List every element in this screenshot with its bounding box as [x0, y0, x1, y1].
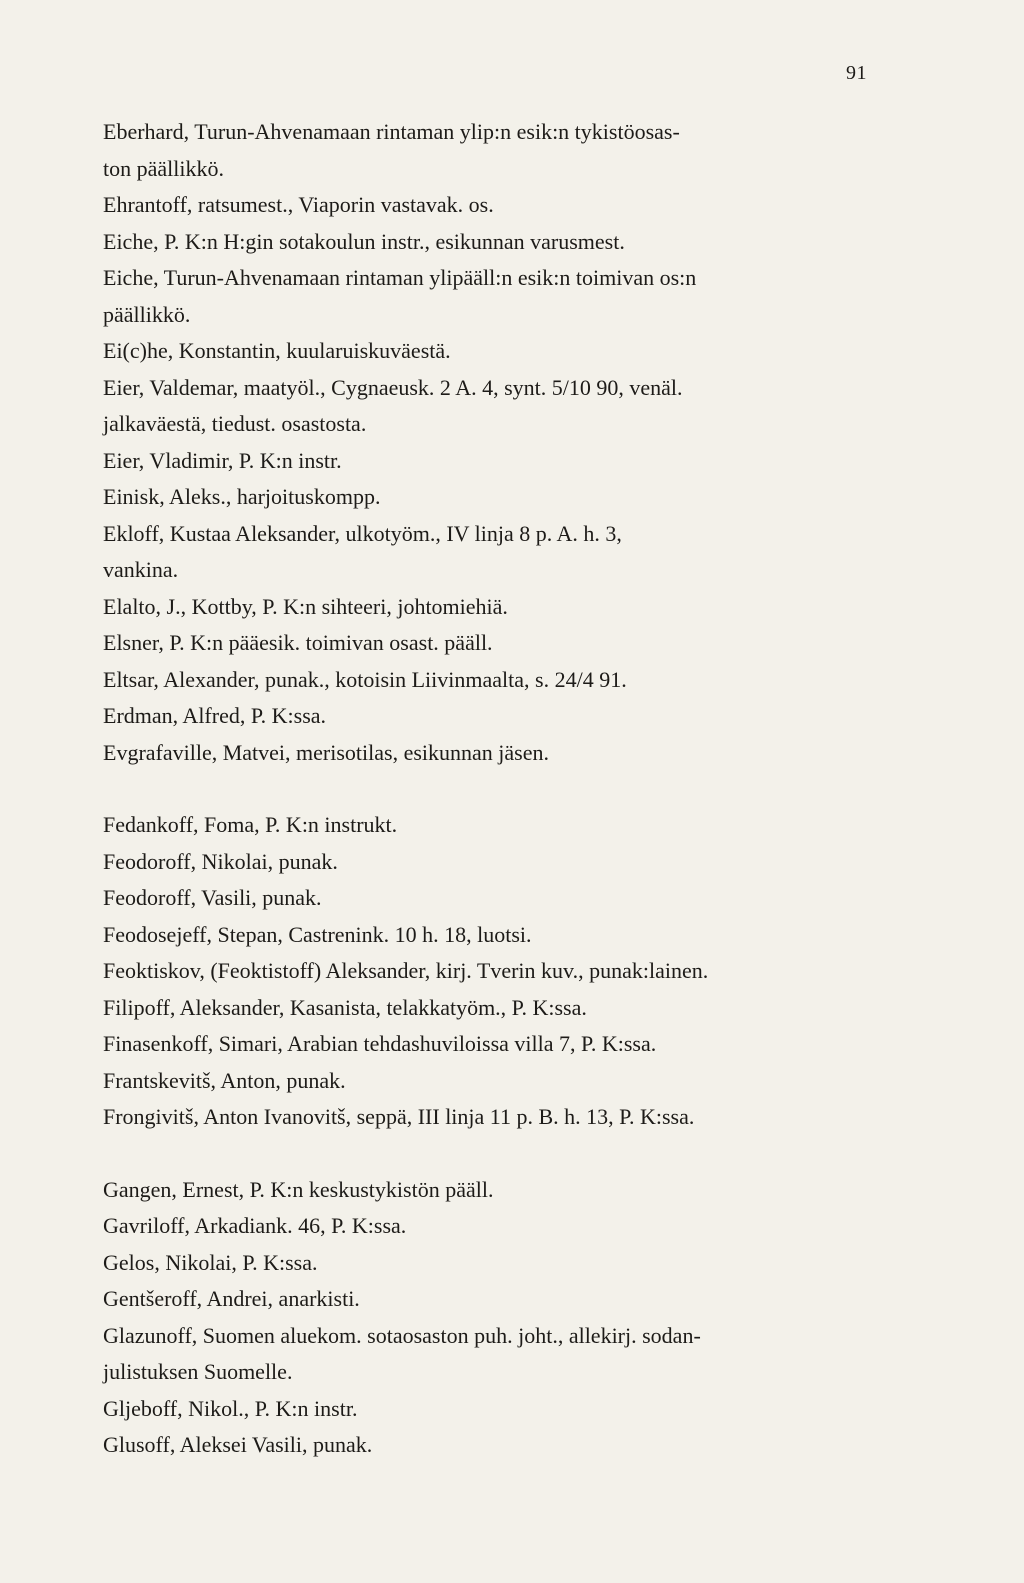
- entry: [103, 1208, 875, 1245]
- entry: [103, 114, 875, 187]
- entry: [103, 333, 875, 370]
- entry-text: Erdman, Alfred, P. K:ssa.: [103, 703, 327, 728]
- entry-text: Eiche, Turun-Ahvenamaan rintaman ylipääll:n esik:n toimivan os:n: [103, 265, 697, 290]
- entry-text: Eier, Vladimir, P. K:n instr.: [103, 447, 342, 473]
- entry-continuation: julistuksen Suomelle.: [103, 1359, 293, 1384]
- entry-continuation: jalkaväestä, tiedust. osastosta.: [103, 411, 367, 436]
- entry-text: Eier, Valdemar, maatyöl., Cygnaeusk. 2 A. 4, synt. 5/10 90, venäl.: [103, 374, 683, 400]
- entry-text: Frantskevitš, Anton, punak.: [103, 1067, 346, 1093]
- section-g: [103, 1172, 875, 1464]
- entry-text: Gangen, Ernest, P. K:n keskustykistön pääll.: [103, 1176, 494, 1202]
- entry: [103, 1026, 875, 1063]
- entry: [103, 917, 875, 954]
- entry-text: Einisk, Aleks., harjoituskompp.: [103, 484, 381, 509]
- entry-text: Feodoroff, Nikolai, punak.: [103, 848, 338, 874]
- entry-text: Feodosejeff, Stepan, Castrenink. 10 h. 18, luotsi.: [103, 921, 532, 947]
- entry: [103, 662, 875, 699]
- entry-text: Eiche, P. K:n H:gin sotakoulun instr., esikunnan varusmest.: [103, 228, 625, 254]
- entry-text: Eltsar, Alexander, punak., kotoisin Liivinmaalta, s. 24/4 91.: [103, 666, 627, 692]
- entry: [103, 1099, 875, 1136]
- entry-text: Gelos, Nikolai, P. K:ssa.: [103, 1249, 318, 1275]
- entry-text: Feodoroff, Vasili, punak.: [103, 885, 322, 910]
- entry: [103, 990, 875, 1027]
- entry-text: Glusoff, Aleksei Vasili, punak.: [103, 1432, 373, 1457]
- entry: [103, 844, 875, 881]
- section-f: [103, 807, 875, 1136]
- entry-text: Ehrantoff, ratsumest., Viaporin vastavak. os.: [103, 192, 494, 217]
- entry: [103, 1318, 875, 1391]
- entry: [103, 370, 875, 443]
- entry: [103, 807, 875, 844]
- entry-text: Evgrafaville, Matvei, merisotilas, esikunnan jäsen.: [103, 739, 549, 765]
- entry-continuation: ton päällikkö.: [103, 155, 224, 181]
- entry-text: Feoktiskov, (Feoktistoff) Aleksander, kirj. Tverin kuv., punak:lainen.: [103, 958, 709, 983]
- entry: [103, 516, 875, 589]
- entry: [103, 880, 875, 917]
- entry: [103, 625, 875, 662]
- entry-text: Elsner, P. K:n pääesik. toimivan osast. pääll.: [103, 630, 493, 655]
- entry: [103, 698, 875, 735]
- entry-text: Ekloff, Kustaa Aleksander, ulkotyöm., IV linja 8 p. A. h. 3,: [103, 520, 622, 546]
- entry: [103, 1281, 875, 1318]
- entry: [103, 260, 875, 333]
- entry: [103, 589, 875, 626]
- entry: [103, 187, 875, 224]
- entry: [103, 479, 875, 516]
- entry-text: Glazunoff, Suomen aluekom. sotaosaston puh. joht., allekirj. sodan-: [103, 1322, 701, 1348]
- entry-text: Frongivitš, Anton Ivanovitš, seppä, III linja 11 p. B. h. 13, P. K:ssa.: [103, 1104, 695, 1129]
- entry: [103, 443, 875, 480]
- entry-text: Gentšeroff, Andrei, anarkisti.: [103, 1286, 360, 1311]
- entry: [103, 1172, 875, 1209]
- entry-continuation: vankina.: [103, 557, 179, 582]
- entry: [103, 224, 875, 261]
- entry: [103, 1427, 875, 1464]
- entry-list: [103, 114, 875, 1464]
- section-e: [103, 114, 875, 771]
- entry-continuation: päällikkö.: [103, 301, 191, 327]
- entry: [103, 953, 875, 990]
- entry: [103, 735, 875, 772]
- entry-text: Ei(c)he, Konstantin, kuularuiskuväestä.: [103, 338, 451, 363]
- entry: [103, 1391, 875, 1428]
- entry-text: Eberhard, Turun-Ahvenamaan rintaman ylip:n esik:n tykistöosas-: [103, 119, 680, 144]
- entry-text: Gljeboff, Nikol., P. K:n instr.: [103, 1395, 358, 1421]
- entry-text: Fedankoff, Foma, P. K:n instrukt.: [103, 812, 398, 837]
- entry-text: Filipoff, Aleksander, Kasanista, telakkatyöm., P. K:ssa.: [103, 994, 587, 1020]
- entry-text: Finasenkoff, Simari, Arabian tehdashuviloissa villa 7, P. K:ssa.: [103, 1031, 657, 1056]
- entry-text: Gavriloff, Arkadiank. 46, P. K:ssa.: [103, 1213, 407, 1238]
- entry: [103, 1063, 875, 1100]
- entry: [103, 1245, 875, 1282]
- page-number: 91: [846, 62, 867, 84]
- entry-text: Elalto, J., Kottby, P. K:n sihteeri, johtomiehiä.: [103, 593, 508, 619]
